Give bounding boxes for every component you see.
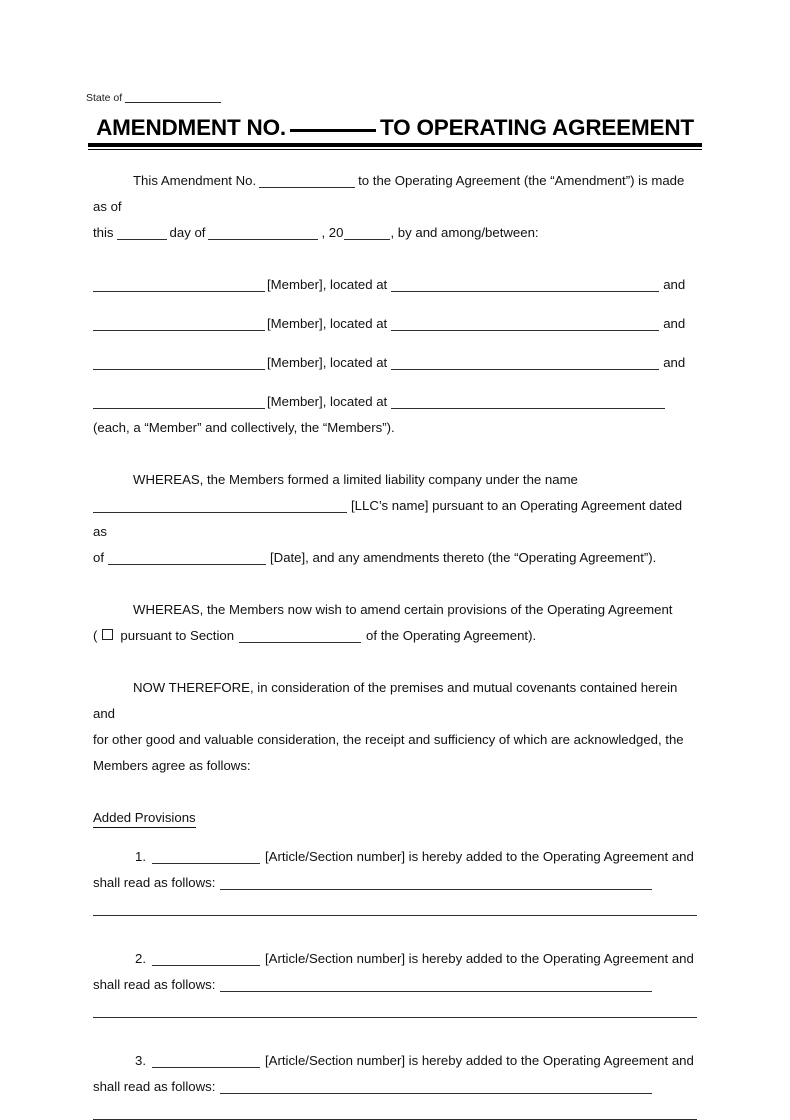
state-of-label: State of xyxy=(86,92,123,104)
table-row xyxy=(93,311,697,337)
page-title xyxy=(88,114,702,141)
provision-line1 xyxy=(93,844,697,870)
whereas-2-line2 xyxy=(93,623,697,649)
provision-continuation: shall read as follows: xyxy=(93,977,216,992)
member-name-blank[interactable] xyxy=(93,396,265,409)
intro-paragraph xyxy=(93,168,697,220)
intro-line1-a: This Amendment No. xyxy=(133,173,257,188)
member-label: [Member], located at xyxy=(267,277,388,292)
article-section-blank[interactable] xyxy=(152,851,260,864)
provision-text-blank[interactable] xyxy=(220,877,652,890)
list-item xyxy=(93,844,697,916)
list-item xyxy=(93,1048,697,1120)
provision-number: 3. xyxy=(135,1053,146,1068)
member-address-blank[interactable] xyxy=(391,357,659,370)
member-address-blank[interactable] xyxy=(391,279,659,292)
whereas-2-line1: WHEREAS, the Members now wish to amend certain provisions of the Operating Agreement xyxy=(133,602,673,617)
state-of-line xyxy=(86,91,221,105)
document-body xyxy=(93,168,697,1120)
year-blank[interactable] xyxy=(344,227,390,240)
provision-text-blank[interactable] xyxy=(220,979,652,992)
provision-number: 2. xyxy=(135,951,146,966)
members-footnote: (each, a “Member” and collectively, the “Members”). xyxy=(93,420,395,435)
member-row xyxy=(93,272,697,298)
member-name-blank[interactable] xyxy=(93,357,265,370)
amendment-no-blank[interactable] xyxy=(259,175,355,188)
now-therefore-line1: NOW THEREFORE, in consideration of the premises and mutual covenants contained herein and xyxy=(93,680,678,721)
now-therefore-line3: Members agree as follows: xyxy=(93,758,251,773)
provision-line2 xyxy=(93,1074,697,1100)
whereas-1-line2-text: [LLC’s name] pursuant to an Operating Agreement dated as xyxy=(93,498,683,539)
amendment-number-blank[interactable] xyxy=(290,129,376,132)
member-conjunction: and xyxy=(663,316,686,331)
member-conjunction: and xyxy=(663,355,686,370)
member-address-blank[interactable] xyxy=(391,396,665,409)
intro-line2-d: , by and among/between: xyxy=(390,225,539,240)
table-row xyxy=(93,389,697,415)
whereas-1-of-label: of xyxy=(93,550,104,565)
member-label: [Member], located at xyxy=(267,394,388,409)
member-name-blank[interactable] xyxy=(93,279,265,292)
title-rule-thick xyxy=(88,143,702,147)
member-conjunction: and xyxy=(663,277,686,292)
day-blank[interactable] xyxy=(117,227,167,240)
intro-paragraph-line2 xyxy=(93,220,697,246)
added-provisions-heading: Added Provisions xyxy=(93,808,196,828)
intro-line2-a: this xyxy=(93,225,114,240)
member-name-blank[interactable] xyxy=(93,318,265,331)
whereas-2-line2-text: of the Operating Agreement). xyxy=(366,628,537,643)
checkbox-icon[interactable] xyxy=(102,629,113,640)
article-section-blank[interactable] xyxy=(152,1055,260,1068)
section-blank[interactable] xyxy=(239,630,361,643)
provision-line2 xyxy=(93,870,697,896)
member-label: [Member], located at xyxy=(267,316,388,331)
state-of-blank[interactable] xyxy=(125,102,221,103)
provision-continuation: shall read as follows: xyxy=(93,1079,216,1094)
intro-line2-c: , 20 xyxy=(321,225,344,240)
open-paren: ( xyxy=(93,628,98,643)
now-therefore-line2: for other good and valuable consideration, the receipt and sufficiency of which are acknowledged, the xyxy=(93,732,684,747)
month-blank[interactable] xyxy=(208,227,318,240)
whereas-1-line3 xyxy=(93,545,697,571)
llc-name-blank[interactable] xyxy=(93,500,347,513)
title-block xyxy=(88,114,702,150)
intro-line2-b: day of xyxy=(169,225,206,240)
provision-number: 1. xyxy=(135,849,146,864)
title-before: AMENDMENT NO. xyxy=(96,115,286,140)
member-label: [Member], located at xyxy=(267,355,388,370)
provision-continuation: shall read as follows: xyxy=(93,875,216,890)
table-row xyxy=(93,350,697,376)
article-section-blank[interactable] xyxy=(152,953,260,966)
added-provisions-heading-wrap xyxy=(93,805,697,831)
provision-text-blank[interactable] xyxy=(220,1081,652,1094)
title-rule-thin xyxy=(88,149,702,150)
whereas-1-line2 xyxy=(93,493,697,545)
intro-line1-b: to the Operating Agreement (the “Amendment”) is made as of xyxy=(93,173,685,214)
provision-line2 xyxy=(93,972,697,998)
provision-bracket-text: [Article/Section number] is hereby added to the Operating Agreement and xyxy=(265,1053,694,1068)
whereas-1-line3-text: [Date], and any amendments thereto (the “Operating Agreement”). xyxy=(270,550,657,565)
whereas-1-line1: WHEREAS, the Members formed a limited liability company under the name xyxy=(133,472,578,487)
provision-line1 xyxy=(93,946,697,972)
title-after: TO OPERATING AGREEMENT xyxy=(379,115,694,140)
whereas-2-pursuant-label: pursuant to Section xyxy=(120,628,235,643)
provision-bracket-text: [Article/Section number] is hereby added to the Operating Agreement and xyxy=(265,849,694,864)
list-item xyxy=(93,946,697,1018)
member-address-blank[interactable] xyxy=(391,318,659,331)
agreement-date-blank[interactable] xyxy=(108,552,266,565)
provision-line1 xyxy=(93,1048,697,1074)
provision-bracket-text: [Article/Section number] is hereby added to the Operating Agreement and xyxy=(265,951,694,966)
